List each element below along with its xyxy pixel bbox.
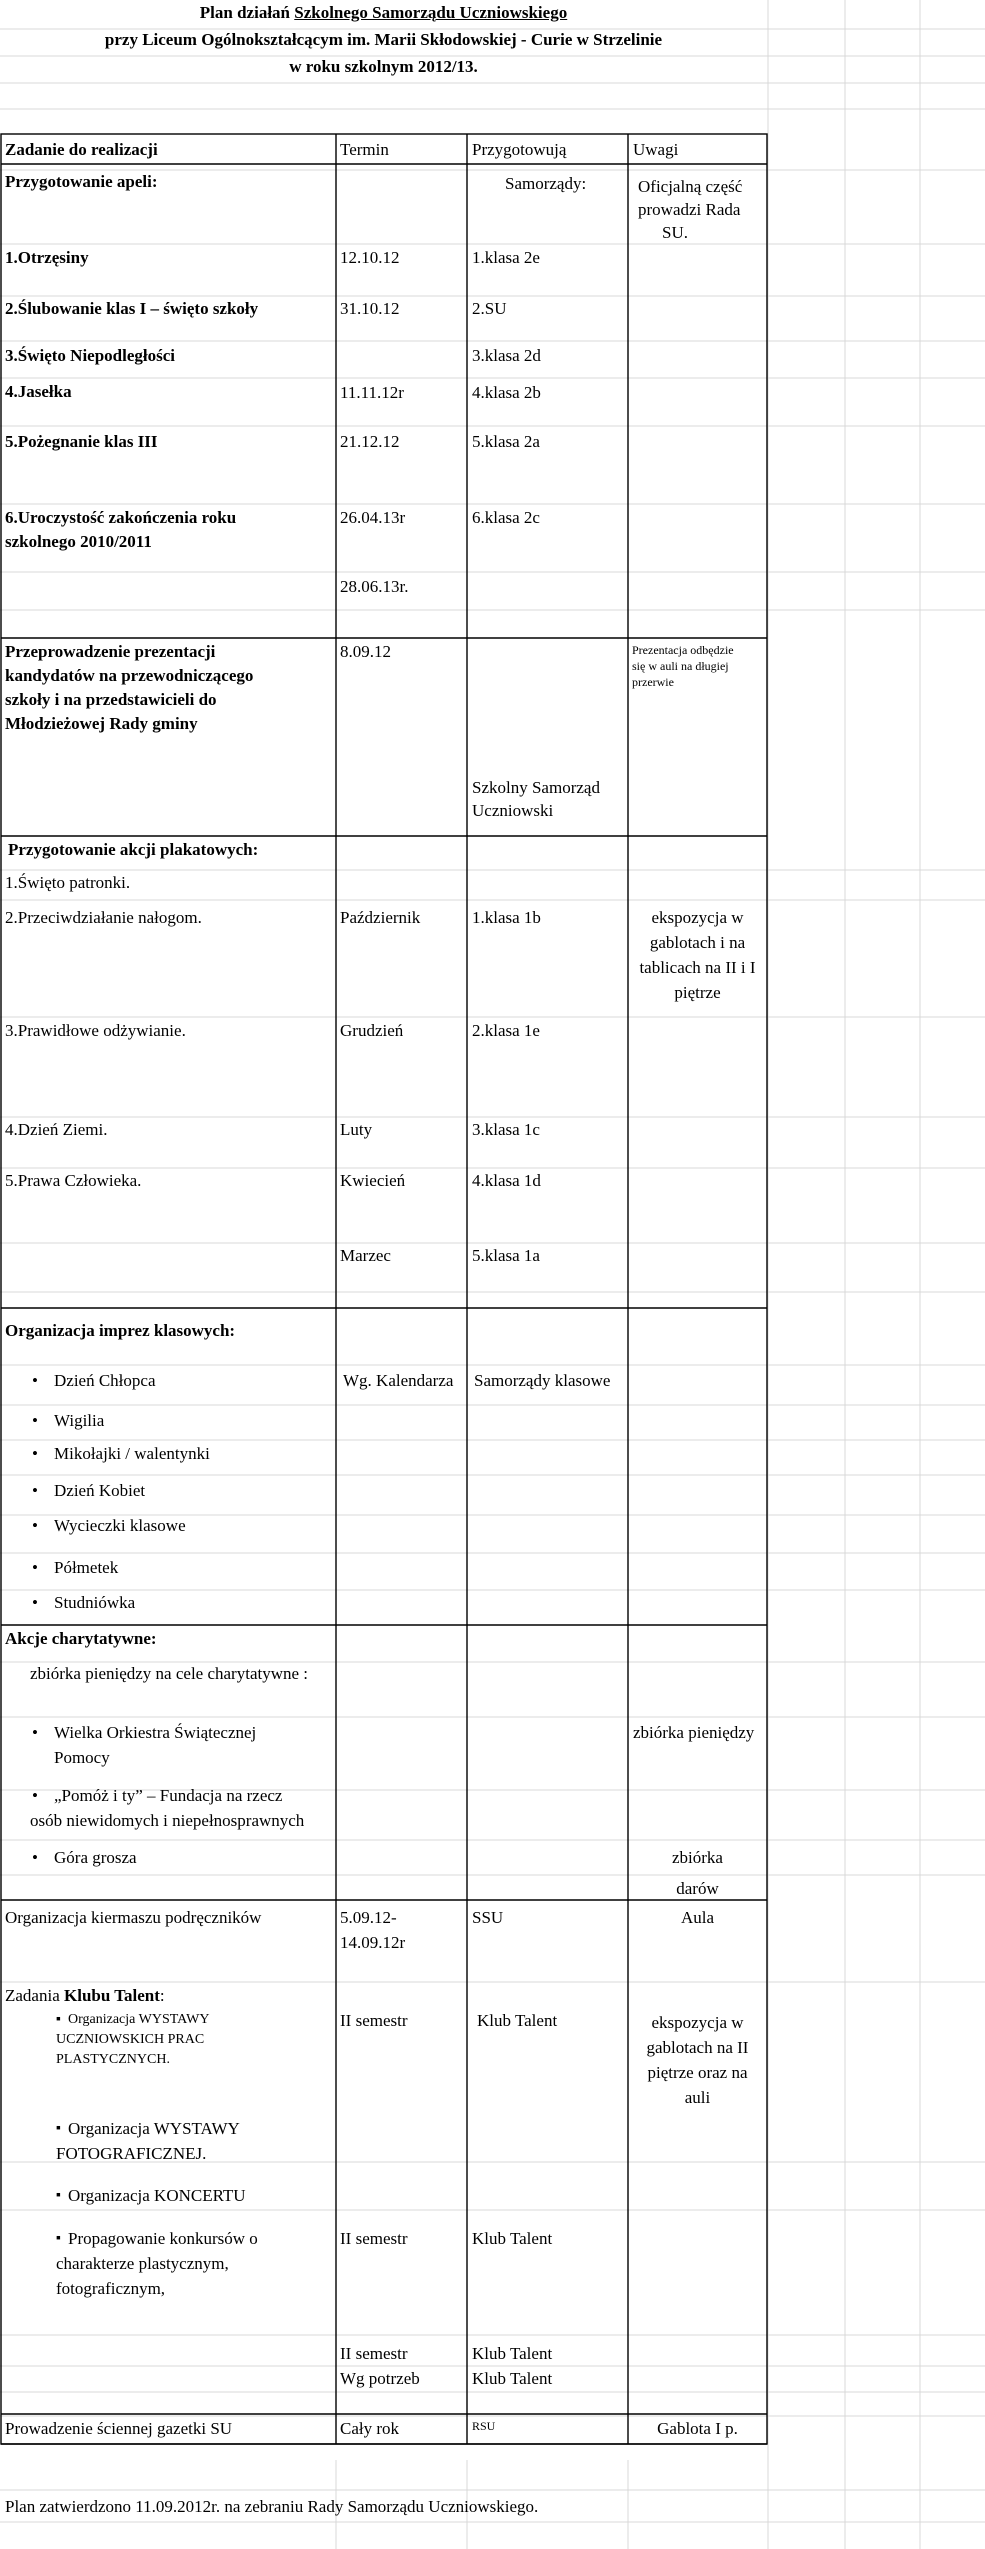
plakaty-term: Grudzień (340, 1021, 404, 1040)
klub-item-4-line-1: ▪ Propagowanie konkursów o (68, 2228, 258, 2250)
imprezy-item: • Wycieczki klasowe (54, 1515, 186, 1537)
apele-task: 3.Święto Niepodległości (5, 346, 175, 365)
klub-item-4-line-2: charakterze plastycznym, (56, 2254, 229, 2273)
klub-note-1: ekspozycja w (651, 2013, 744, 2032)
klub-item-4-prep: Klub Talent (472, 2229, 553, 2248)
apele-term: 26.04.13r (340, 508, 406, 527)
klub-extra-term: II semestr (340, 2344, 408, 2363)
apele-task: 5.Pożegnanie klas III (5, 432, 158, 451)
klub-item-1-prep: Klub Talent (477, 2011, 558, 2030)
apele-task-line-2: szkolnego 2010/2011 (5, 532, 152, 551)
charytatywne-wosp-line-1: • Wielka Orkiestra Świątecznej (54, 1722, 256, 1744)
klub-item-3: ▪ Organizacja KONCERTU (68, 2185, 246, 2207)
prezentacja-note-1: Prezentacja odbędzie (632, 643, 734, 657)
apele-note-1: Oficjalną część (638, 177, 743, 196)
header-line-3: w roku szkolnym 2012/13. (289, 57, 478, 76)
plakaty-task: 2.Przeciwdziałanie nałogom. (5, 908, 202, 927)
klub-note-4: auli (684, 2088, 711, 2107)
prezentacja-note-2: się w auli na długiej (632, 659, 729, 673)
plakaty-task: 4.Dzień Ziemi. (5, 1120, 108, 1139)
charytatywne-gora-note-1: zbiórka (672, 1848, 723, 1867)
apele-prep-header: Samorządy: (505, 174, 587, 193)
charytatywne-pomoz-line-2: osób niewidomych i niepełnosprawnych (30, 1811, 305, 1830)
section-plakaty-title: Przygotowanie akcji plakatowych: (8, 840, 259, 859)
klub-extra-prep: Klub Talent (472, 2344, 553, 2363)
kiermasz-term-1: 5.09.12- (340, 1908, 397, 1927)
column-header-prep: Przygotowują (472, 140, 567, 159)
klub-item-1-term: II semestr (340, 2011, 408, 2030)
imprezy-item: • Mikołajki / walentynki (54, 1443, 210, 1465)
plakaty-prep: 2.klasa 1e (472, 1021, 540, 1040)
klub-item-1-line-1: ▪ Organizacja WYSTAWY (68, 2010, 209, 2029)
charytatywne-pomoz-line-1: • „Pomóż i ty” – Fundacja na rzecz (54, 1785, 282, 1807)
apele-note-2: prowadzi Rada (638, 200, 741, 219)
imprezy-item: • Studniówka (54, 1592, 135, 1614)
plakaty-term: Kwiecień (340, 1171, 406, 1190)
apele-prep: 2.SU (472, 299, 507, 318)
section-imprezy-title: Organizacja imprez klasowych: (5, 1321, 236, 1340)
imprezy-item: • Dzień Chłopca (54, 1370, 156, 1392)
charytatywne-wosp-line-2: Pomocy (54, 1748, 110, 1767)
kiermasz-note: Aula (680, 1908, 715, 1927)
gazetka-note: Gablota I p. (657, 2419, 738, 2438)
column-header-notes: Uwagi (633, 140, 679, 159)
apele-task: 2.Ślubowanie klas I – święto szkoły (5, 299, 259, 318)
plakaty-prep: 1.klasa 1b (472, 908, 541, 927)
plakaty-task: 5.Prawa Człowieka. (5, 1171, 142, 1190)
prezentacja-prep-line-2: Uczniowski (472, 801, 554, 820)
plakaty-prep: 5.klasa 1a (472, 1246, 540, 1265)
klub-extra-prep: Klub Talent (472, 2369, 553, 2388)
apele-term: 11.11.12r (340, 383, 404, 402)
prezentacja-line-4: Młodzieżowej Rady gminy (5, 714, 198, 733)
gazetka-prep: RSU (472, 2419, 496, 2433)
apele-term: 31.10.12 (340, 299, 400, 318)
charytatywne-wosp-note: zbiórka pieniędzy (633, 1723, 755, 1742)
klub-title-prefix: Zadania (5, 1986, 64, 2005)
apele-extra-term: 28.06.13r. (340, 577, 409, 596)
column-header-term: Termin (340, 140, 389, 159)
imprezy-item: • Dzień Kobiet (54, 1480, 145, 1502)
header-line-1 (0, 2, 767, 24)
apele-prep: 5.klasa 2a (472, 432, 540, 451)
plakaty-note-2: gablotach i na (649, 933, 746, 952)
header-line-1-prefix: Plan działań (199, 3, 295, 22)
plakaty-prep: 3.klasa 1c (472, 1120, 540, 1139)
apele-prep: 1.klasa 2e (472, 248, 540, 267)
imprezy-prep: Samorządy klasowe (474, 1371, 611, 1390)
plakaty-task: 3.Prawidłowe odżywianie. (5, 1021, 186, 1040)
plakaty-term: Marzec (340, 1246, 391, 1265)
prezentacja-line-1: Przeprowadzenie prezentacji (5, 642, 216, 661)
apele-task: 1.Otrzęsiny (5, 248, 89, 267)
klub-note-3: piętrze oraz na (647, 2063, 748, 2082)
klub-item-4-term: II semestr (340, 2229, 408, 2248)
apele-prep: 6.klasa 2c (472, 508, 540, 527)
klub-item-1-line-3: PLASTYCZNYCH. (56, 2052, 170, 2067)
klub-extra-term: Wg potrzeb (340, 2369, 420, 2388)
kiermasz-prep: SSU (472, 1908, 504, 1927)
section-klub-title (5, 1985, 165, 2007)
plakaty-prep: 4.klasa 1d (472, 1171, 541, 1190)
plakaty-term: Październik (340, 908, 421, 927)
apele-prep: 3.klasa 2d (472, 346, 541, 365)
section-charytatywne-title: Akcje charytatywne: (5, 1629, 157, 1648)
klub-item-4-line-3: fotograficznym, (56, 2279, 166, 2298)
header-line-2: przy Liceum Ogólnokształcącym im. Marii Skłodowskiej - Curie w Strzelinie (104, 30, 663, 49)
prezentacja-term: 8.09.12 (340, 642, 391, 661)
klub-note-2: gablotach na II (646, 2038, 749, 2057)
imprezy-item: • Półmetek (54, 1557, 118, 1579)
prezentacja-line-3: szkoły i na przedstawicieli do (5, 690, 217, 709)
prezentacja-line-2: kandydatów na przewodniczącego (5, 666, 254, 685)
plakaty-note-1: ekspozycja w (651, 908, 744, 927)
klub-title-suffix: : (159, 1986, 165, 2005)
klub-item-2-line-1: ▪ Organizacja WYSTAWY (68, 2118, 240, 2140)
klub-title-bold: Klubu Talent (64, 1986, 160, 2005)
section-apele-title: Przygotowanie apeli: (5, 172, 158, 191)
header-line-1-underlined: Szkolnego Samorządu Uczniowskiego (294, 3, 568, 22)
gazetka-task: Prowadzenie ściennej gazetki SU (5, 2419, 233, 2438)
klub-item-1-line-2: UCZNIOWSKICH PRAC (56, 2032, 205, 2047)
column-header-task: Zadanie do realizacji (5, 140, 158, 159)
plakaty-task: 1.Święto patronki. (5, 873, 131, 892)
footer-approval: Plan zatwierdzono 11.09.2012r. na zebraniu Rady Samorządu Uczniowskiego. (5, 2497, 539, 2516)
charytatywne-intro: zbiórka pieniędzy na cele charytatywne : (30, 1664, 309, 1683)
klub-item-2-line-2: FOTOGRAFICZNEJ. (56, 2144, 207, 2163)
apele-task-line-1: 6.Uroczystość zakończenia roku (5, 508, 237, 527)
apele-note-3: SU. (662, 223, 688, 242)
apele-term: 21.12.12 (340, 432, 400, 451)
charytatywne-gora-note-2: darów (676, 1879, 719, 1898)
imprezy-term: Wg. Kalendarza (343, 1371, 454, 1390)
plakaty-note-3: tablicach na II i I (639, 958, 756, 977)
prezentacja-prep-line-1: Szkolny Samorząd (472, 778, 600, 797)
prezentacja-note-3: przerwie (632, 675, 674, 689)
kiermasz-task: Organizacja kiermaszu podręczników (5, 1908, 262, 1927)
apele-term: 12.10.12 (340, 248, 400, 267)
imprezy-item: • Wigilia (54, 1410, 104, 1432)
apele-prep: 4.klasa 2b (472, 383, 541, 402)
charytatywne-gora: • Góra grosza (54, 1847, 137, 1869)
plakaty-note-4: piętrze (674, 983, 721, 1002)
kiermasz-term-2: 14.09.12r (340, 1933, 406, 1952)
plakaty-term: Luty (340, 1120, 373, 1139)
gazetka-term: Cały rok (340, 2419, 400, 2438)
apele-task: 4.Jasełka (5, 382, 72, 401)
